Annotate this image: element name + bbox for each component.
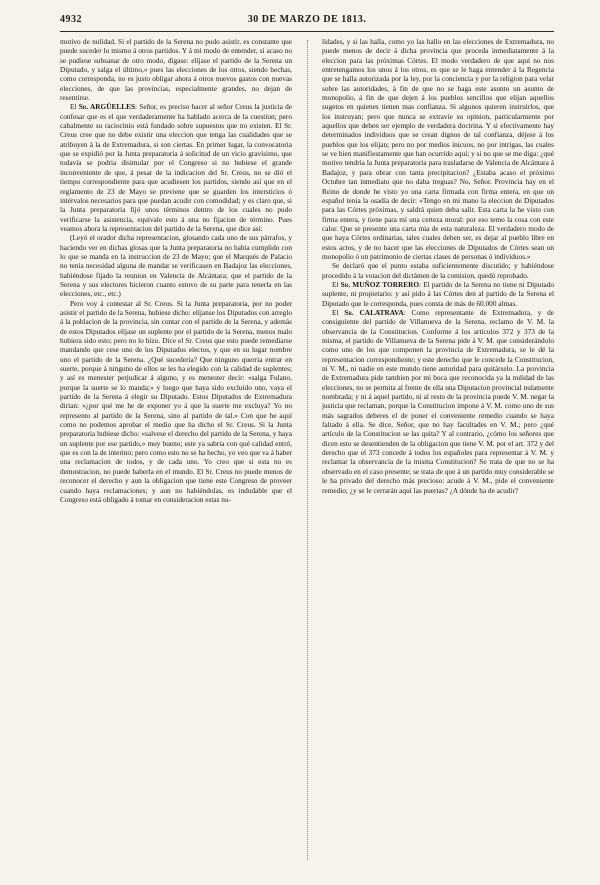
text-paragraph: (Leyó el orador dicha representacion, glosando cada uno de sus párrafos, y haciendo ver en dichas glosas que la Junta preparatoria no habia cumplido con lo que se manda en la instruccion de 23 de Mayo; que el Marqués de Palacio no tenia necesidad alguna de mandar se verificasen en Badajoz las elecciones, habiéndose fijado la reunion en Valencia de Alcántara; que el partido de la Serena y sus electores hicieron cuanto estuvo de su parte para tenerla en las elecciones, etc., etc.): [60, 233, 292, 299]
speech-prefix: El: [332, 279, 341, 289]
speaker-name: Sr. MUÑOZ TORRERO: [340, 279, 420, 289]
speech-text: : Como representante de Extremadura, y de consiguiente del partido de Villanueva de la Serena, reclamo de V. M. la observancia de la Constitucion. Conforme á los artículos 372 y 373 de la misma, el partido de Villanueva de la Serena pide á V. M. que considerándolo como uno de los que componen la provincia de Extremadura, se le dé la representacion correspondiente; y este derecho que le concede la Constitucion, ni V. M., ni nadie en este mundo tiene autoridad para quitárselo. La provincia de Extremadura pide tambien por mi boca que reconocida ya la nulidad de las elecciones, no se permita al frente de ella una Diputacion provincial nulamente nombrada; y ni á aquel partido, ni al resto de la provincia puede V. M. negar la justicia que reclaman, porque la Constitucion impone á V. M. como uno de sus más sagrados deberes el de poner el conveniente remedio cuando se haya faltado á ella. Se dice, Señor, que no hay facultades en V. M.; pero ¿qué artículo de la Constitucion se las quita? Y al contrario, ¿cómo los señores que dicen esto se desentienden de la obligacion que tiene V. M. por el art. 372 y del derecho que el 373 concede á todos los españoles para representar á V. M. y reclamar la observancia de la misma Constitucion? Se trata de que no se ha observado en el caso presente; se trata de que á un partido muy considerable se le ha privado del derecho más precioso: acude á V. M., pide el conveniente remedio; ¿y se le cerrarán aquí las puertas? ¿A dónde ha de acudir?: [322, 307, 555, 495]
left-column: [60, 37, 292, 504]
session-date: 30 DE MARZO DE 1813.: [247, 14, 367, 25]
speech-paragraph: [60, 102, 292, 233]
speech-text: : El partido de la Serena no tiene ni Diputado suplente, ni propietario: y así pido á las Córtes den al partido de la Serena el Diputado que le corresponda, pues consta de más de 60.000 almas.: [322, 279, 555, 308]
speaker-name: Sr. ARGÜELLES: [78, 102, 136, 112]
text-paragraph: lidades, y si las halla, como yo las hallo en las elecciones de Extremadura, no puede menos de decir á dicha provincia que proceda inmediatamente á la eleccion para las próximas Córtes. El modo verdadero de que aquí no nos entretengamos los unos á los otros, es que se le haga entender á la Regencia que se halla autorizada por la ley, por la conciencia y por la religion para velar sobre las autoridades, á fin de que no se haga este asunto un asunto de monopolio, á fin de que dejen á los pueblos sencillos que elijan aquellos sugetos en quienes tienen mas confianza. Si algunos quieren instruirlos, que los instruyan; pero que nunca se extravíe su opinion, particularmente por aquellos que deben ser ejemplo de verdadera doctrina. Y si efectivamente hay determinados individuos que se crean dignos de tal confianza, déjese á los pueblos que los elijan; pero no por medios inicuos, no por intrigas, las cuales se ve bien manifiestamente que han ocurrido aquí; y si no que se me diga: ¿qué motivo tendria la Junta preparatoria para trasladarse de Valencia de Alcántara á Badajoz, y para obrar con tanta precipitacion? ¿Estaba acaso el próximo Octubre tan inmediato que no daba treguas? No, Señor. Provincia hay en el Reino de donde he visto yo una carta firmada con firma entera, en que un español tenia la osadía de decir: «Tengo en mi mano la eleccion de Diputados para las Córtes próximas, y saldrá quien deba salir. Esta carta la he visto con firma entera, y tiene para mí una certeza moral: por eso temo la cosa con este calor. Que se presente una carta mia de esta naturaleza. El verdadero modo de que haya Córtes ordinarias, tales cuales deben ser, es dejar al pueblo libre en estos actos, y de no hacer que las elecciones de Diputados de Córtes sean un monopolio ó un patrimonio de ciertas clases de personas ó individuos.»: [322, 37, 554, 261]
speech-prefix: El: [332, 307, 345, 317]
speech-paragraph: [322, 308, 554, 495]
page-header: [60, 14, 554, 28]
right-column: [322, 37, 554, 495]
speech-prefix: El: [70, 102, 79, 112]
header-rule: [60, 31, 554, 32]
text-paragraph: Se declaró que el punto estaba suficientemente discutido; y habiéndose procedido á la votacion del dictámen de la comision, quedó reprobado.: [322, 261, 554, 280]
text-paragraph: motivo de nulidad. Si el partido de la Serena no pudo asistir, es constante que puede suceder lo mismo á otros partidos. Y á mi modo de entender, si acaso no se pudiese subsanar de otro modo, dígase: elíjase el partido de la Serena un Diputado, y salga el último,» pues las elecciones de los otros, siendo hechas, como corresponda, no es justo obligar ahora á otros nuevos gastos con nuevas elecciones, de que las provincias, especialmente grandes, no dejan de resentirse.: [60, 37, 292, 103]
column-divider: [307, 40, 308, 860]
page-number: 4932: [60, 14, 82, 25]
text-paragraph: Pero voy á contestar al Sr. Creus. Si la Junta preparatoria, por no poder asistir el partido de la Serena, hubiese dicho: elíjanse los Diputados con arreglo á la poblacion de la provincia, sin contar con el partido de la Serena, y además de estos Diputados elíjase un suplente por el partido de la Serena, menos malo hubiera sido esto; pero no lo hizo. Dice el Sr. Creus que esto puede remediarse mandando que cese uno de los Diputados electos, y que en su lugar nombre uno el partido de la Serena. ¿Qué sucederia? Que ninguno querria entrar en suerte, porque á ninguno de ellos se les ha elegido con la calidad de suplentes; y así es menester perjudicar á alguno, y es menester decir: «salga Fulano, porque la suerte se lo manda;» y luego que haya sido excluido uno, vaya el partido de la Serena á elegir su Diputado. Estos Diputados de Extremadura dirian: «¿por qué me he de exponer yo á que la suerte me excluya? Yo no represento al partido de la Serena, sino al partido de tal.» Con que he aquí como no podemos aprobar el medio que ha dicho el Sr. Creus. Si la Junta preparatoria hubiese dicho: «salvese el derecho del partido de la Serena, y haya un suplente por ese partido,» muy bueno; este ya sabria con qué calidad entró, que es con la de interino; pero como esto no se ha hecho, yo veo que va á haber una reclamacion de todos, y de cada uno. Yo creo que si esta no es demostracion, no puede haberla en el mundo. El Sr. Creus no puede menos de reconocer el derecho y aun la obligacion que tiene este Congreso de proveer cuando haya reclamaciones; y aun no habiéndolas, es indudable que el Congreso está obligado á tomar en consideracion estas nu-: [60, 298, 293, 504]
speaker-name: Sr. CALATRAVA: [344, 307, 404, 317]
speech-text: : Señor, es preciso hacer al señor Creus la justicia de confesar que es el que verdaderamente ha hablado acerca de la cuestion; pero cabalmente su raciocinio está fundado sobre supuestos que no existen. El Sr. Creus cree que no debe existir una eleccion que tenga las cualidades que se atribuyen á la de Extremadura, si son ciertas. En primer lugar, la convocatoria que se expidió por la Junta preparatoria á solicitud de un vicio gravísimo, que todavía se podria disimular por el Congreso si no hubiese el grande inconveniente de que, á pesar de la indicacion del Sr. Creus, no se dió el tiempo correspondiente para que acudiesen los partidos, siendo así que en el reglamento de 23 de Mayo se previene que se guarden los intersticios ó intérvalos necesarios para que puedan acudir con comodidad; y es claro que, si la Junta preparatoria fijó unos términos dentro de los cuales no pudo verificarse la asistencia, equivale esto á una no fijacion de término. Pues veamos ahora la representacion del partido de la Serena, que dice así:: [60, 102, 293, 233]
speech-paragraph: [322, 280, 554, 308]
